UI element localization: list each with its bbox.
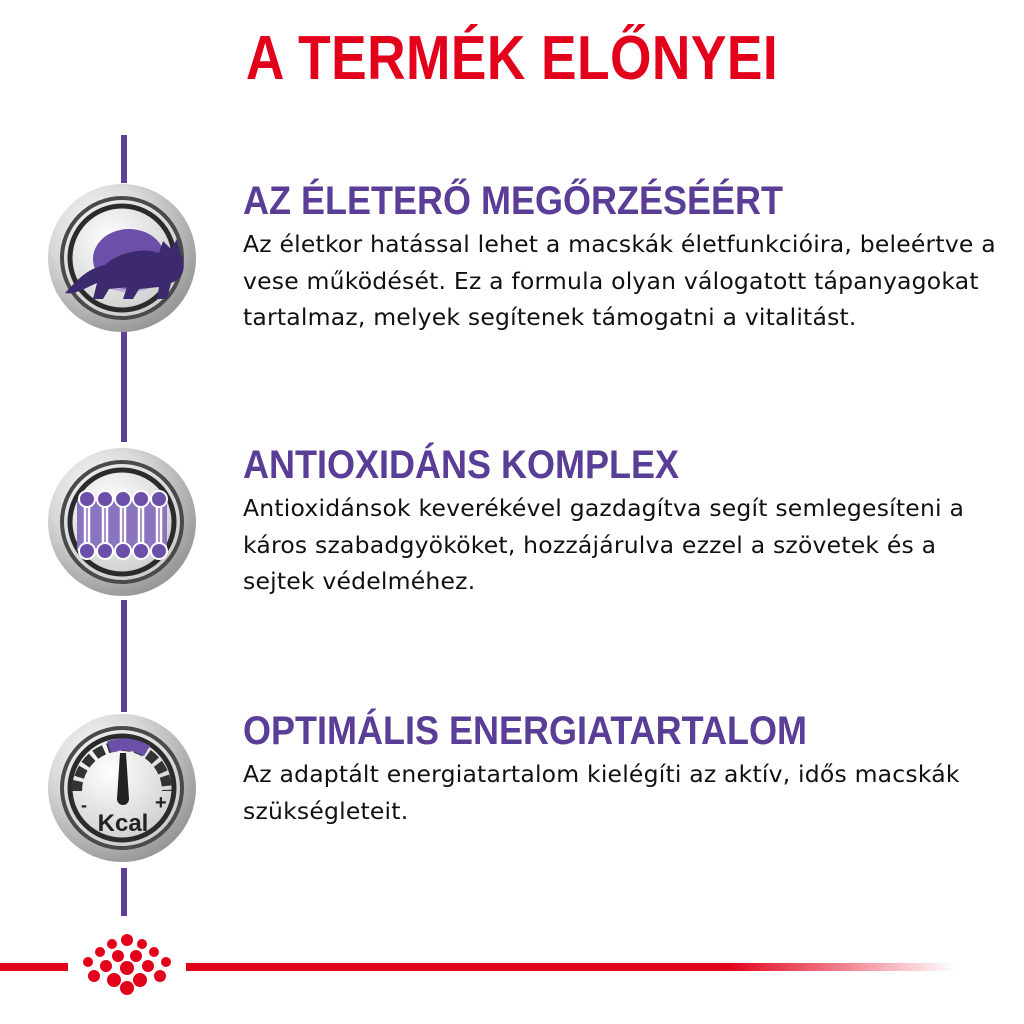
timeline-segment-2 (121, 600, 127, 712)
cell-membrane-icon (47, 447, 197, 597)
royal-crown-logo (70, 930, 185, 1000)
timeline-segment-1 (121, 330, 127, 442)
feature-text-vitality: Az életkor hatással lehet a macskák életfunkcióira, beleértve a vese működését. Ez a formula olyan válogatott tápanyagokat tartalmaz, melyek segítenek támogatni a vitalitást. (243, 230, 996, 331)
kcal-label: Kcal (97, 810, 149, 837)
feature-text-antioxidant: Antioxidánsok keverékével gazdagítva segít semlegesíteni a káros szabadgyököket, hozzájárulva ezzel a szövetek és a sejtek védelméhez. (243, 494, 965, 595)
kcal-plus-label: + (155, 792, 167, 814)
footer-rule-left (0, 963, 68, 971)
timeline-segment-bottom (121, 868, 127, 916)
cat-vitality-icon (47, 183, 197, 333)
kcal-minus-label: - (81, 795, 87, 815)
kcal-gauge-icon (47, 713, 197, 863)
timeline-segment-top (121, 135, 127, 183)
feature-title-vitality: AZ ÉLETERŐ MEGŐRZÉSÉÉRT (243, 179, 784, 223)
feature-title-energy: OPTIMÁLIS ENERGIATARTALOM (243, 709, 807, 753)
footer-rule-right (186, 963, 956, 971)
page-title: A TERMÉK ELŐNYEI (245, 24, 779, 93)
feature-title-antioxidant: ANTIOXIDÁNS KOMPLEX (243, 443, 680, 487)
feature-text-energy: Az adaptált energiatartalom kielégíti az aktív, idős macskák szükségleteit. (243, 760, 960, 825)
